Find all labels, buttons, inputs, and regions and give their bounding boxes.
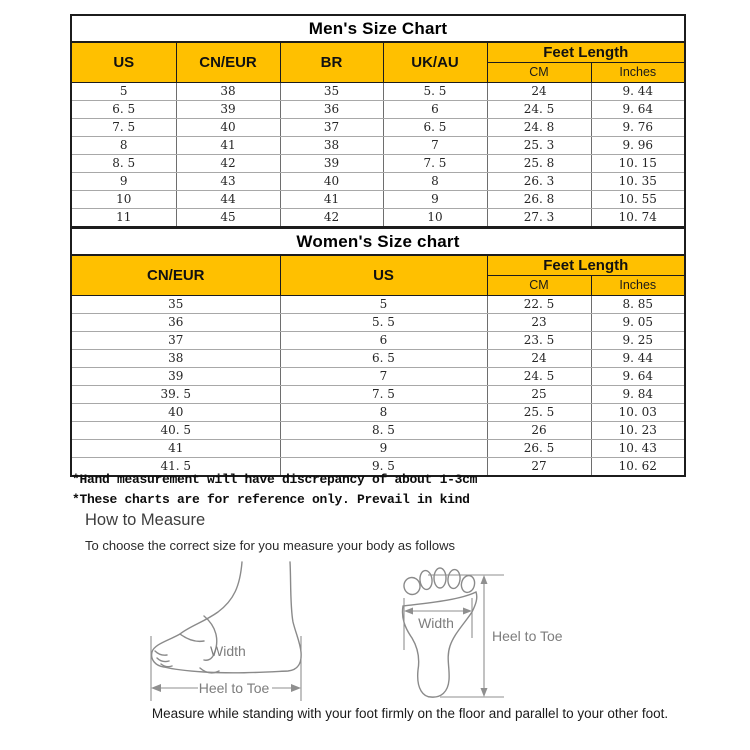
table-cell: 26	[487, 421, 591, 439]
table-row	[71, 403, 685, 421]
foot-top-view-diagram	[388, 558, 588, 710]
table-row	[71, 82, 685, 100]
table-cell: 24. 5	[487, 100, 591, 118]
table-cell: 45	[176, 208, 280, 227]
table-row	[71, 385, 685, 403]
table-cell: 41	[176, 136, 280, 154]
table-cell: 39	[71, 367, 280, 385]
table-row	[71, 190, 685, 208]
table-cell: 5. 5	[383, 82, 487, 100]
table-cell: 37	[280, 118, 383, 136]
table-row	[71, 118, 685, 136]
foot-sole-outline	[402, 592, 476, 697]
table-row	[71, 100, 685, 118]
length-top-arrowhead-icon	[481, 575, 488, 584]
measure-instruction-caption: Measure while standing with your foot firmly on the floor and parallel to your other foot.	[151, 706, 669, 721]
table-row	[71, 313, 685, 331]
table-cell: 36	[280, 100, 383, 118]
top-width-label: Width	[418, 615, 454, 631]
table-cell: 24	[487, 349, 591, 367]
big-toe	[402, 576, 421, 596]
table-cell: 9. 5	[280, 457, 487, 476]
mens-table-title: Men's Size Chart	[71, 15, 685, 42]
table-cell: 9. 05	[591, 313, 685, 331]
table-row	[71, 136, 685, 154]
table-cell: 9	[280, 439, 487, 457]
table-cell: 23	[487, 313, 591, 331]
table-cell: 42	[280, 208, 383, 227]
table-cell: 39	[280, 154, 383, 172]
table-cell: 6. 5	[71, 100, 176, 118]
table-cell: 41	[280, 190, 383, 208]
table-cell: 27. 3	[487, 208, 591, 227]
right-arrowhead-icon	[291, 684, 301, 692]
table-cell: 8	[280, 403, 487, 421]
table-cell: 39	[176, 100, 280, 118]
table-cell: 9. 25	[591, 331, 685, 349]
table-row	[71, 331, 685, 349]
table-row	[71, 421, 685, 439]
table-cell: 10. 74	[591, 208, 685, 227]
col-header-cm: CM	[487, 63, 591, 83]
mens-table-title-row	[71, 15, 685, 42]
table-cell: 26. 8	[487, 190, 591, 208]
table-cell: 25. 5	[487, 403, 591, 421]
table-cell: 38	[71, 349, 280, 367]
col-header-cm: CM	[487, 276, 591, 296]
table-cell: 10. 03	[591, 403, 685, 421]
table-cell: 40	[176, 118, 280, 136]
table-cell: 43	[176, 172, 280, 190]
table-cell: 7. 5	[383, 154, 487, 172]
table-cell: 9. 44	[591, 349, 685, 367]
table-cell: 10. 15	[591, 154, 685, 172]
table-cell: 24	[487, 82, 591, 100]
left-arrowhead-icon	[151, 684, 161, 692]
table-cell: 23. 5	[487, 331, 591, 349]
table-cell: 5. 5	[280, 313, 487, 331]
how-to-measure-heading: How to Measure	[85, 511, 206, 529]
table-cell: 26. 5	[487, 439, 591, 457]
table-cell: 10. 62	[591, 457, 685, 476]
table-cell: 8. 5	[71, 154, 176, 172]
table-cell: 26. 3	[487, 172, 591, 190]
table-row	[71, 172, 685, 190]
table-cell: 9. 96	[591, 136, 685, 154]
col-header-inches: Inches	[591, 63, 685, 83]
col-header-us: US	[280, 255, 487, 295]
mens-table-body	[71, 82, 685, 227]
fifth-toe	[460, 574, 476, 593]
table-cell: 9. 64	[591, 100, 685, 118]
col-header-cn-eur: CN/EUR	[176, 42, 280, 82]
footnotes	[72, 470, 477, 510]
table-cell: 25	[487, 385, 591, 403]
table-cell: 11	[71, 208, 176, 227]
table-cell: 6	[383, 100, 487, 118]
table-cell: 42	[176, 154, 280, 172]
table-cell: 10	[383, 208, 487, 227]
fourth-toe	[447, 569, 461, 589]
table-cell: 8. 85	[591, 295, 685, 313]
col-header-us: US	[71, 42, 176, 82]
table-cell: 10. 43	[591, 439, 685, 457]
table-cell: 6. 5	[383, 118, 487, 136]
table-cell: 7. 5	[280, 385, 487, 403]
womens-table-title-row	[71, 228, 685, 255]
table-cell: 8	[383, 172, 487, 190]
length-bottom-arrowhead-icon	[481, 688, 488, 697]
width-left-arrowhead-icon	[404, 608, 413, 615]
womens-table-title: Women's Size chart	[71, 228, 685, 255]
table-cell: 38	[176, 82, 280, 100]
footnote-reference-only: *These charts are for reference only. Prevail in kind	[72, 492, 470, 507]
table-cell: 7. 5	[71, 118, 176, 136]
womens-table-body	[71, 295, 685, 476]
footnote-measurement-discrepancy: *Hand measurement will have discrepancy of about 1-3cm	[72, 472, 478, 487]
side-width-label: Width	[210, 643, 246, 659]
table-cell: 41. 5	[71, 457, 280, 476]
table-cell: 6	[280, 331, 487, 349]
how-to-measure-subtitle: To choose the correct size for you measure your body as follows	[85, 538, 455, 553]
third-toe	[434, 568, 446, 588]
col-header-inches: Inches	[591, 276, 685, 296]
top-heel-to-toe-label: Heel to Toe	[492, 628, 563, 644]
table-cell: 35	[71, 295, 280, 313]
table-cell: 10. 55	[591, 190, 685, 208]
table-row	[71, 367, 685, 385]
table-cell: 10. 35	[591, 172, 685, 190]
table-cell: 22. 5	[487, 295, 591, 313]
table-cell: 38	[280, 136, 383, 154]
table-cell: 40	[71, 403, 280, 421]
table-cell: 7	[383, 136, 487, 154]
table-cell: 44	[176, 190, 280, 208]
table-row	[71, 208, 685, 227]
table-cell: 35	[280, 82, 383, 100]
table-cell: 41	[71, 439, 280, 457]
table-cell: 40	[280, 172, 383, 190]
table-cell: 7	[280, 367, 487, 385]
table-cell: 27	[487, 457, 591, 476]
col-header-cn-eur: CN/EUR	[71, 255, 280, 295]
table-row	[71, 439, 685, 457]
table-cell: 9. 64	[591, 367, 685, 385]
table-cell: 9. 44	[591, 82, 685, 100]
table-cell: 37	[71, 331, 280, 349]
table-row	[71, 154, 685, 172]
table-cell: 10	[71, 190, 176, 208]
table-cell: 6. 5	[280, 349, 487, 367]
col-header-br: BR	[280, 42, 383, 82]
table-cell: 8. 5	[280, 421, 487, 439]
second-toe	[419, 570, 433, 590]
womens-table-header-row	[71, 255, 685, 276]
table-cell: 8	[71, 136, 176, 154]
foot-side-view-diagram	[146, 560, 404, 708]
col-header-feet-length: Feet Length	[487, 255, 685, 276]
table-cell: 40. 5	[71, 421, 280, 439]
side-heel-to-toe-label: Heel to Toe	[198, 680, 270, 696]
table-cell: 24. 8	[487, 118, 591, 136]
table-cell: 10. 23	[591, 421, 685, 439]
table-cell: 5	[280, 295, 487, 313]
table-cell: 5	[71, 82, 176, 100]
col-header-uk-au: UK/AU	[383, 42, 487, 82]
table-row	[71, 349, 685, 367]
table-cell: 9	[383, 190, 487, 208]
mens-size-table	[70, 14, 686, 228]
table-row	[71, 295, 685, 313]
table-cell: 39. 5	[71, 385, 280, 403]
table-cell: 36	[71, 313, 280, 331]
table-cell: 25. 8	[487, 154, 591, 172]
table-cell: 9	[71, 172, 176, 190]
table-cell: 9. 84	[591, 385, 685, 403]
toe-lines	[155, 634, 204, 667]
table-cell: 9. 76	[591, 118, 685, 136]
table-cell: 24. 5	[487, 367, 591, 385]
col-header-feet-length: Feet Length	[487, 42, 685, 63]
table-cell: 25. 3	[487, 136, 591, 154]
womens-size-table	[70, 227, 686, 477]
mens-table-header-row	[71, 42, 685, 63]
